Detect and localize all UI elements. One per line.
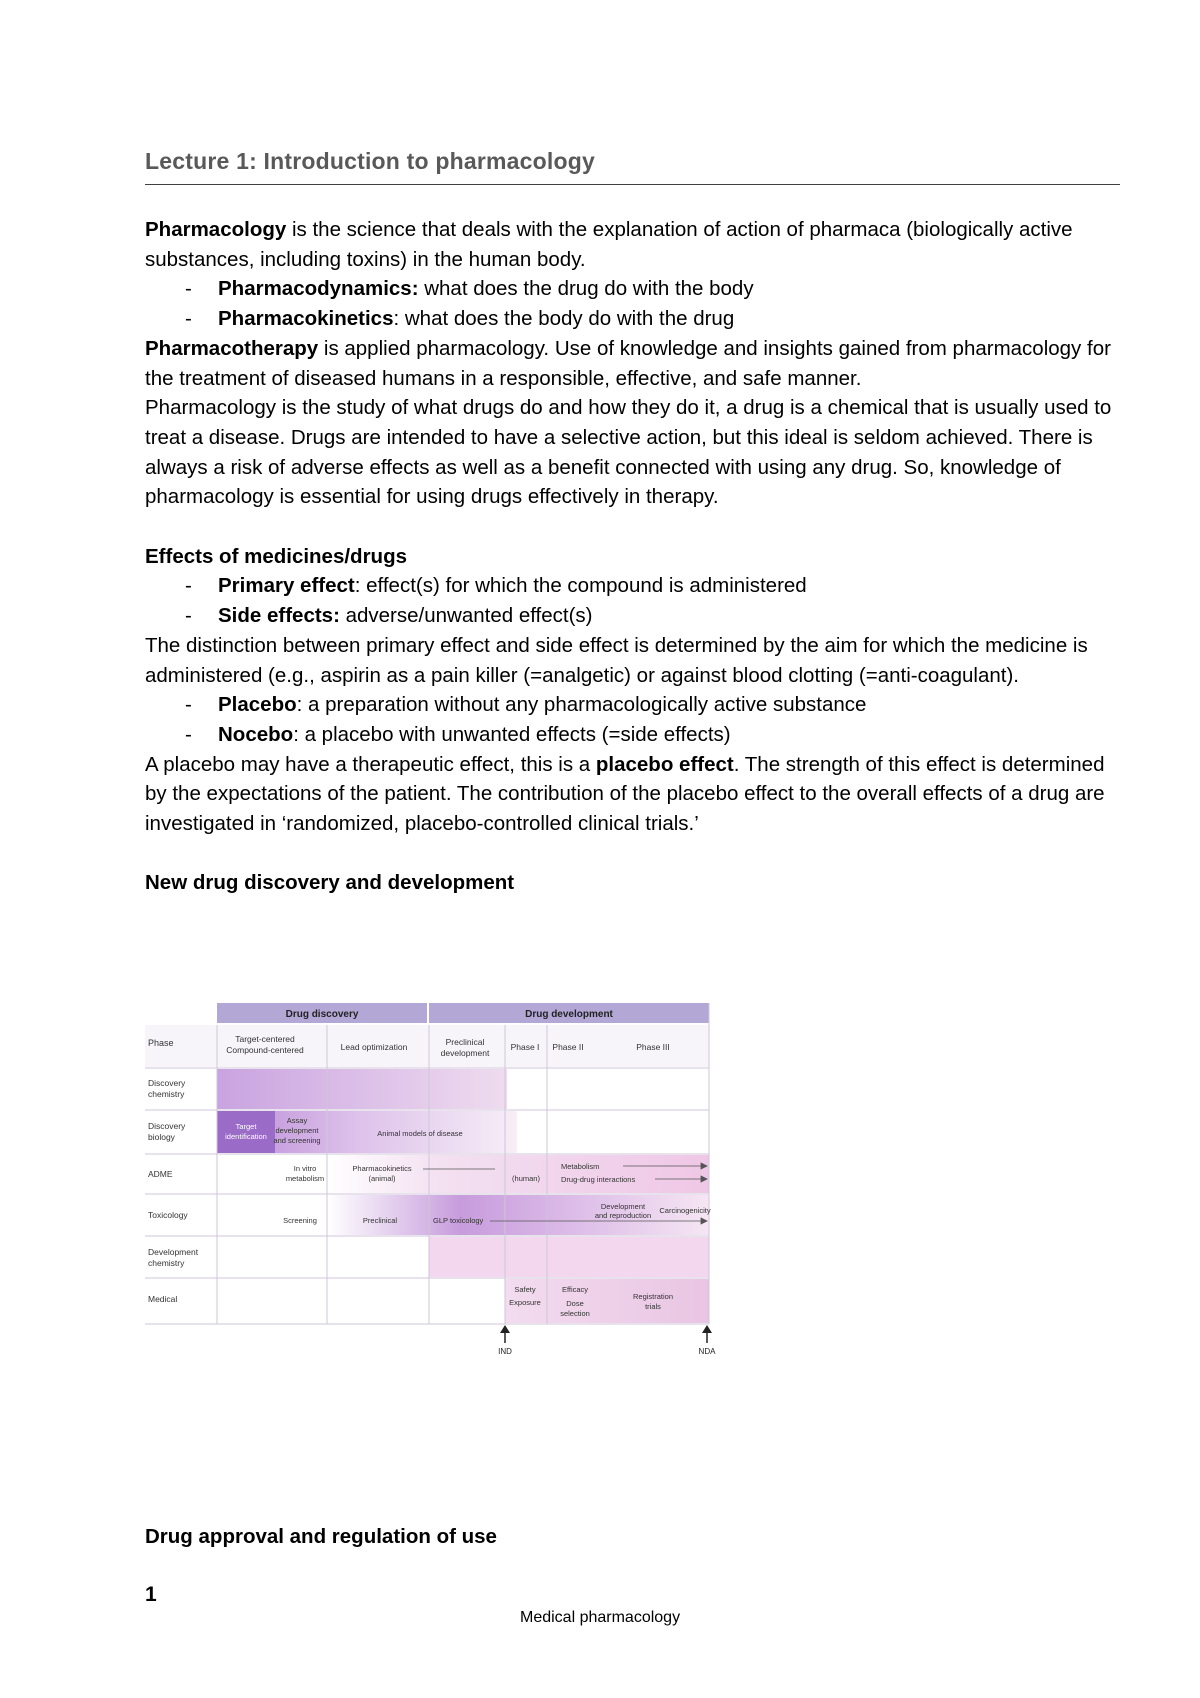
effects-heading: Effects of medicines/drugs (145, 544, 408, 568)
svg-text:Exposure: Exposure (509, 1298, 541, 1307)
svg-text:Preclinical: Preclinical (362, 1216, 398, 1225)
svg-text:identification: identification (225, 1132, 267, 1141)
svg-text:Drug development: Drug development (525, 1009, 613, 1020)
bullet-text: what does the drug do with the body (418, 277, 754, 301)
bullet-term: Pharmacodynamics: (218, 277, 419, 301)
svg-text:and reproduction: and reproduction (594, 1211, 652, 1220)
pharmacology-paragraph: Pharmacology is the study of what drugs do and how they do it, a drug is a chemical that is usually used to treat a disease. Drugs are intended to have a selective action, but this ideal is seldom achieved. There is always a risk of adverse effects as well as a benefit connected with using any drug. So, knowledge of pharmacology is essential for using drugs effectively in therapy. (145, 396, 1112, 509)
svg-text:and screening: and screening (273, 1136, 321, 1145)
svg-text:development: development (440, 1048, 490, 1058)
svg-text:Lead optimization: Lead optimization (340, 1042, 408, 1052)
svg-text:Screening: Screening (283, 1216, 317, 1225)
svg-text:Drug discovery: Drug discovery (285, 1009, 359, 1020)
svg-text:metabolism: metabolism (285, 1174, 325, 1183)
bullet-text: adverse/unwanted effect(s) (339, 604, 593, 628)
svg-text:Target-centered: Target-centered (235, 1034, 295, 1044)
svg-text:biology: biology (148, 1132, 175, 1142)
bullet-text: : what does the body do with the drug (393, 307, 735, 331)
intro-term: Pharmacology (145, 218, 287, 241)
svg-text:Safety: Safety (514, 1285, 536, 1294)
bullet-term: Placebo (218, 693, 297, 717)
svg-text:Medical: Medical (148, 1294, 178, 1304)
list-item: - Primary effect: effect(s) for which the compound is administered (185, 574, 807, 598)
svg-text:chemistry: chemistry (148, 1258, 185, 1268)
svg-text:chemistry: chemistry (148, 1089, 185, 1099)
svg-text:Efficacy: Efficacy (561, 1285, 589, 1294)
svg-text:Discovery: Discovery (148, 1121, 186, 1131)
svg-text:Development: Development (148, 1247, 199, 1257)
list-item: - Pharmacodynamics: what does the drug do with the body (185, 277, 754, 301)
ind-marker: IND (498, 1347, 512, 1356)
svg-text:Assay: Assay (286, 1116, 308, 1125)
list-item: - Side effects: adverse/unwanted effect(s) (185, 604, 593, 628)
nda-marker: NDA (698, 1347, 716, 1356)
document-body (145, 215, 1120, 898)
page-footer: Medical pharmacology (520, 1609, 681, 1626)
svg-text:Phase III: Phase III (636, 1042, 670, 1052)
discovery-heading: New drug discovery and development (145, 871, 515, 895)
bullet-text: : a preparation without any pharmacologically active substance (296, 693, 867, 717)
placebo-effect-term: placebo effect (595, 752, 734, 776)
svg-text:(animal): (animal) (368, 1174, 396, 1183)
bullet-term: Primary effect (218, 574, 355, 598)
intro-paragraph (145, 215, 1120, 274)
svg-text:Phase II: Phase II (552, 1042, 584, 1052)
svg-text:development: development (275, 1126, 319, 1135)
svg-text:trials: trials (645, 1302, 661, 1311)
svg-text:GLP toxicology: GLP toxicology (433, 1216, 484, 1225)
list-item: - Placebo: a preparation without any pharmacologically active substance (185, 693, 867, 717)
svg-text:selection: selection (560, 1309, 590, 1318)
list-item: - Pharmacokinetics: what does the body do with the drug (185, 307, 735, 331)
svg-text:Toxicology: Toxicology (148, 1210, 188, 1220)
svg-text:Drug-drug interactions: Drug-drug interactions (561, 1175, 636, 1184)
bullet-text: : effect(s) for which the compound is administered (354, 574, 807, 598)
list-item: - Nocebo: a placebo with unwanted effects (=side effects) (185, 722, 731, 746)
svg-text:Metabolism: Metabolism (561, 1162, 600, 1171)
svg-text:Preclinical: Preclinical (445, 1037, 485, 1047)
svg-text:Development: Development (600, 1202, 646, 1211)
svg-text:Discovery: Discovery (148, 1078, 186, 1088)
therapy-paragraph (145, 334, 1120, 393)
svg-text:Phase: Phase (148, 1038, 174, 1048)
page-number: 1 (145, 1583, 157, 1606)
approval-heading: Drug approval and regulation of use (145, 1525, 497, 1548)
svg-text:Dose: Dose (566, 1299, 584, 1308)
svg-text:Phase I: Phase I (510, 1042, 540, 1052)
placebo-paragraph: A placebo may have a therapeutic effect, this is a placebo effect. The strength of this effect is determined by the expectations of the patient. The contribution of the placebo effect to the overall effects of a drug are investigated in ‘randomized, placebo-controlled clinical trials.’ (145, 752, 1105, 836)
therapy-text: is applied pharmacology. Use of knowledge and insights gained from pharmacology for the treatment of diseased humans in a responsible, effective, and safe manner. (145, 336, 1111, 390)
therapy-term: Pharmacotherapy (145, 336, 319, 360)
svg-text:Animal models of disease: Animal models of disease (377, 1129, 463, 1138)
drug-development-figure (145, 1003, 725, 1363)
bullet-text: : a placebo with unwanted effects (=side effects) (293, 722, 731, 746)
bullet-term: Side effects: (218, 604, 340, 628)
svg-text:ADME: ADME (148, 1169, 173, 1179)
bullet-term: Pharmacokinetics (218, 307, 394, 331)
svg-text:(human): (human) (512, 1174, 540, 1183)
intro-text: is the science that deals with the explanation of action of pharmaca (biologically active substances, including toxins) in the human body. (145, 218, 1073, 271)
page-title: Lecture 1: Introduction to pharmacology (145, 148, 595, 174)
svg-text:Registration: Registration (632, 1292, 674, 1301)
svg-text:In vitro: In vitro (293, 1164, 317, 1173)
distinction-paragraph: The distinction between primary effect and side effect is determined by the aim for which the medicine is administered (e.g., aspirin as a pain killer (=analgetic) or against blood clotting (=anti-coagulant). (145, 633, 1088, 687)
svg-text:Carcinogenicity: Carcinogenicity (659, 1206, 711, 1215)
bullet-term: Nocebo (218, 722, 294, 746)
svg-text:Target: Target (235, 1122, 257, 1131)
svg-text:Pharmacokinetics: Pharmacokinetics (352, 1164, 412, 1173)
title-underline (145, 184, 1120, 185)
svg-text:Compound-centered: Compound-centered (226, 1045, 304, 1055)
